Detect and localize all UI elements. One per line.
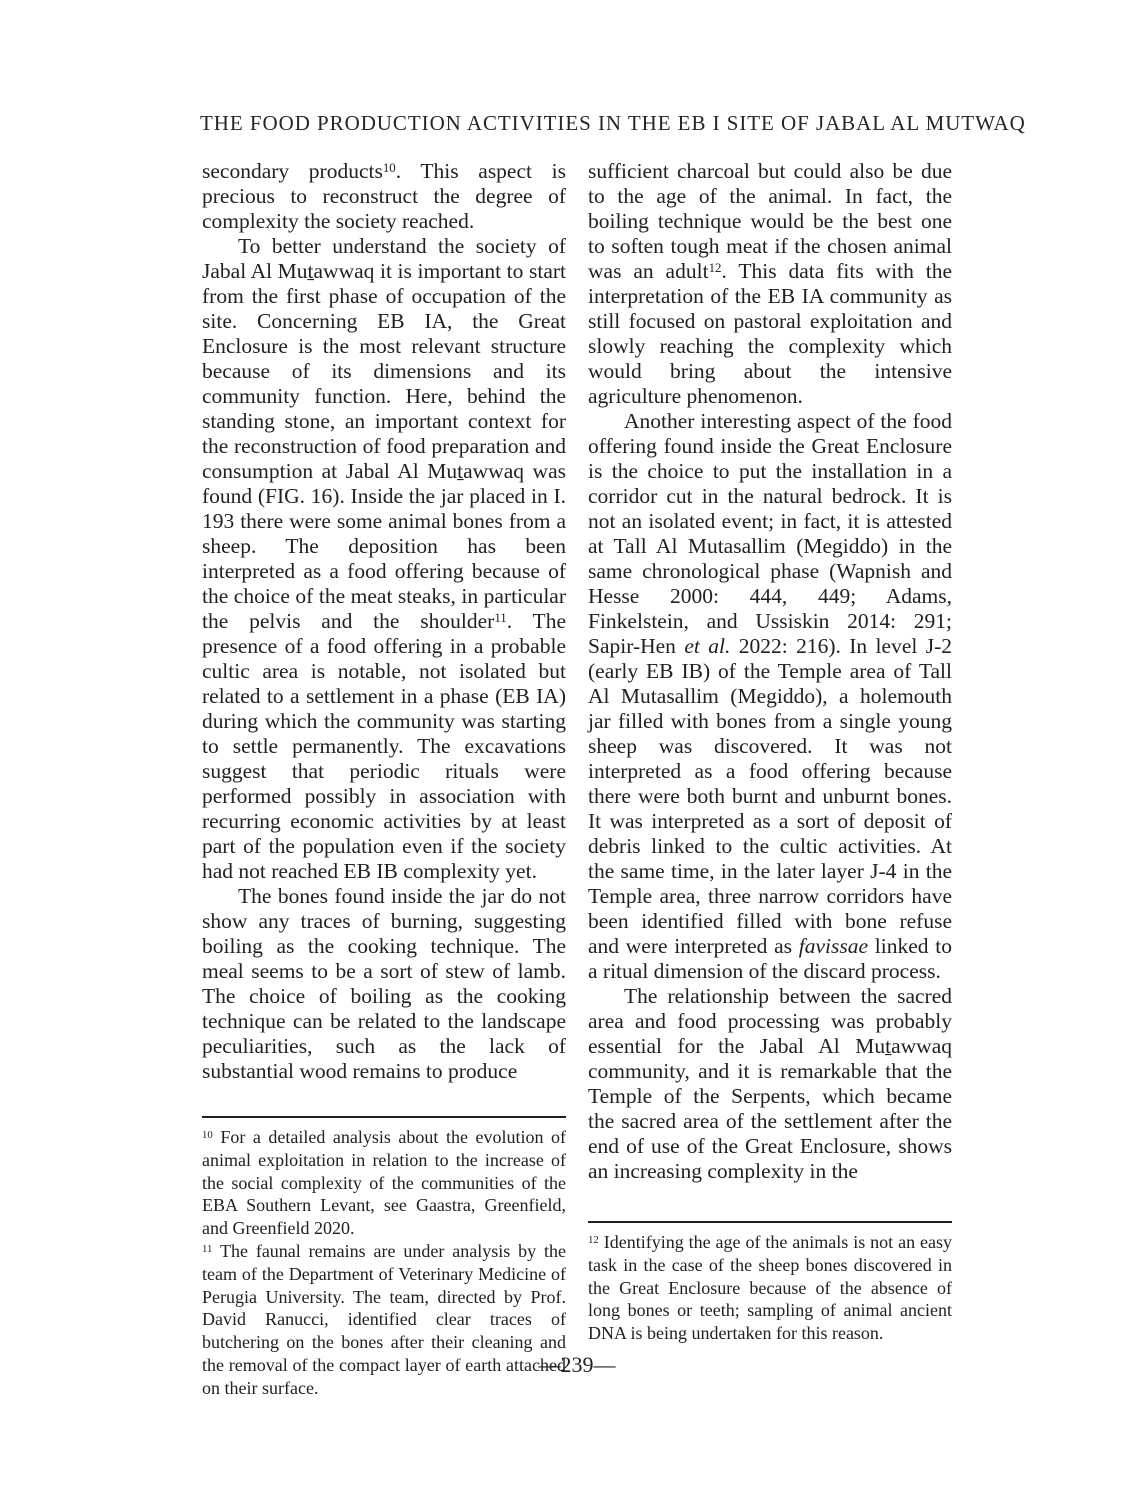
text-run: To better understand the society of Jabal Al Muṯawwaq it is important to start from the first phase of occupation of the site. Concerning EB IA, the Great Enclosure is the most relevant structure because of its dimensions and its community function. Here, behind the standing stone, an important context for the reconstruction of food preparation and consumption at Jabal Al Muṯawwaq was found (FIG. 16). Inside the jar placed in I. 193 there were some animal bones from a sheep. The deposition has been interpreted as a food offering because of the choice of the meat steaks, in particular the pelvis and the shoulder: [202, 234, 566, 633]
footnote-reference: 11: [494, 611, 507, 626]
body-paragraph: [588, 409, 952, 984]
right-column: [588, 159, 952, 1184]
text-run: Another interesting aspect of the food offering found inside the Great Enclosure is the choice to put the installation in a corridor cut in the natural bedrock. It is not an isolated event; in fact, it is attested at Tall Al Mutasallim (Megiddo) in the same chronological phase (Wapnish and Hesse 2000: 444, 449; Adams, Finkelstein, and Ussiskin 2014: 291; Sapir-Hen: [588, 409, 952, 658]
footnote-reference: 12: [708, 261, 722, 276]
footnote-marker: 12: [588, 1234, 599, 1247]
body-paragraph: [202, 884, 566, 1084]
text-run: . This data fits with the interpretation of the EB IA community as still focused on pastoral exploitation and slowly reaching the complexity which would bring about the intensive agriculture phenomenon.: [588, 259, 953, 408]
footnote: $^{10}$ For a detailed analysis about the evolution of animal exploitation in relation to the increase of the social complexity of the communities of the EBA Southern Levant, see Gaastra, Greenfield, and Greenfield 2020.: [202, 1127, 566, 1239]
text-run: sufficient charcoal but could also be due to the age of the animal. In fact, the boiling technique would be the best one to soften tough meat if the chosen animal was an adult: [588, 159, 952, 283]
left-column: [202, 159, 566, 1084]
footnote: $^{11}$ The faunal remains are under analysis by the team of the Department of Veterinary Medicine of Perugia University. The team, directed by Prof. David Ranucci, identified clear traces of butchering on the bones after their cleaning and the removal of the compact layer of earth attached on their surface.: [202, 1240, 566, 1398]
text-run: 2022: 216). In level J-2 (early EB IB) of the Temple area of Tall Al Mutasallim (Megiddo), a holemouth jar filled with bones from a single young sheep was discovered. It was not interpreted as a food offering because there were both burnt and unburnt bones. It was interpreted as a sort of deposit of debris linked to the cultic activities. At the same time, in the later layer J-4 in the Temple area, three narrow corridors have been identified filled with bone refuse and were interpreted as: [588, 634, 953, 958]
footnote-marker: 10: [202, 1129, 213, 1142]
italic-term: favissae: [798, 934, 869, 958]
footnote-reference: 10: [382, 161, 396, 176]
body-paragraph: [202, 159, 566, 234]
text-run: The bones found inside the jar do not show any traces of burning, suggesting boiling as the cooking technique. The meal seems to be a sort of stew of lamb. The choice of boiling as the cooking technique can be related to the landscape peculiarities, such as the lack of substantial wood remains to produce: [202, 884, 566, 1083]
running-header: THE FOOD PRODUCTION ACTIVITIES IN THE EB I SITE OF JABAL AL MUTWAQ: [200, 111, 1026, 135]
text-run: The relationship between the sacred area and food processing was probably essential for the Jabal Al Muṯawwaq community, and it is remarkable that the Temple of the Serpents, which became the sacred area of the settlement after the end of use of the Great Enclosure, shows an increasing complexity in the: [588, 984, 952, 1183]
body-paragraph: [588, 159, 952, 409]
text-run: secondary products: [202, 159, 383, 183]
italic-term: et al.: [684, 634, 731, 658]
footnote: $^{12}$ Identifying the age of the animals is not an easy task in the case of the sheep bones discovered in the Great Enclosure because of the absence of long bones or teeth; sampling of animal ancient DNA is being undertaken for this reason.: [588, 1232, 952, 1344]
text-run: . This aspect is precious to reconstruct the degree of complexity the society reached.: [202, 159, 566, 233]
body-paragraph: [202, 234, 566, 884]
text-run: . The presence of a food offering in a probable cultic area is notable, not isolated but related to a settlement in a phase (EB IA) during which the community was starting to settle permanently. The excavations suggest that periodic rituals were performed possibly in association with recurring economic activities by at least part of the population even if the society had not reached EB IB complexity yet.: [202, 609, 566, 883]
page-number: —239—: [538, 1352, 616, 1377]
right-footnotes: [588, 1221, 952, 1345]
footnote-marker: 11: [202, 1243, 213, 1256]
text-run: linked to a ritual dimension of the discard process.: [588, 934, 952, 983]
body-paragraph: [588, 984, 952, 1184]
